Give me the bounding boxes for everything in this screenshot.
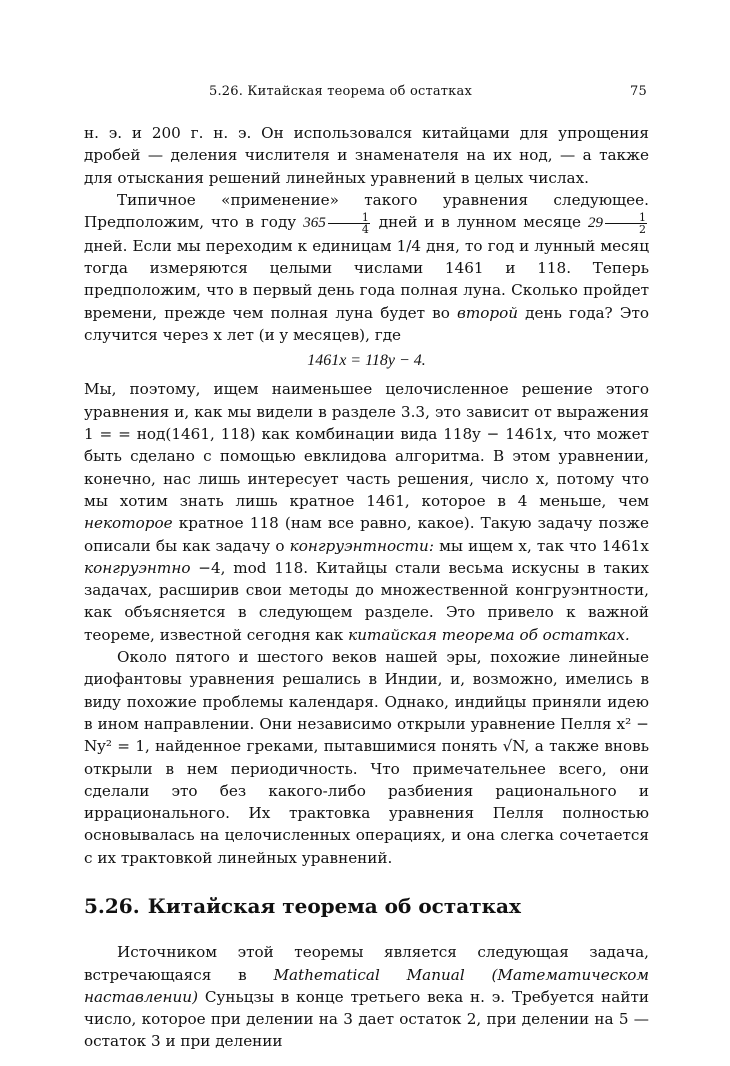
month-fraction-num: 1: [605, 212, 647, 224]
page-number: 75: [630, 84, 647, 99]
p3-text-b: кратное 118 (нам все равно, какое). Такую задачу позже описали бы как задачу о: [84, 514, 649, 555]
p3-emphasis-1: некоторое: [84, 514, 173, 533]
p2-text-c: дней. Если мы переходим к единицам 1/4 дня, то год и лунный месяц тогда измеряются целыми числами 1461 и 118. Теперь предположим, что в первый день года полная луна. Сколько пройдет времени, прежде чем полная луна будет во: [84, 236, 649, 322]
section-paragraph: [84, 941, 649, 1052]
sp-text-b: Суньцзы в конце третьего века н. э. Требуется найти число, которое при делении на 3 дает остаток 2, при делении на 5 — остаток 3 и при делении: [84, 987, 649, 1051]
body-text: [84, 122, 649, 1053]
sp-text-a: Источником этой теоремы является следующая задача, встречающаяся в: [84, 943, 649, 984]
year-whole: 365: [303, 214, 326, 232]
p3-text-d: −4, mod 118. Китайцы стали весьма искусны в таких задачах, расширив свои методы до множественной конгруэнтности, как объясняется в следующем разделе. Это привело к важной теореме, известной сегодня как: [84, 558, 649, 644]
section-title: Китайская теорема об остатках: [147, 894, 521, 918]
paragraph-4: Около пятого и шестого веков нашей эры, похожие линейные диофантовы уравнения решались в Индии, и, возможно, имелись в виду похожие проблемы календаря. Однако, индийцы приняли идею в ином направлении. Они независимо открыли уравнение Пелля x² − Ny² = 1, найденное греками, пытавшимися понять √N, а также вновь открыли в нем периодичность. Что примечательнее всего, они сделали это без какого-либо разбиения рационального и иррационального. Их трактовка уравнения Пелля полностью основывалась на целочисленных операциях, и она слегка сочетается с их трактовкой линейных уравнений.: [84, 648, 649, 867]
month-whole: 29: [587, 214, 603, 232]
p3-emphasis-2: конгруэнтности:: [289, 536, 434, 555]
equation: 1461x = 118y − 4.: [307, 352, 426, 370]
p2-text-b: дней и в лунном месяце: [371, 213, 588, 232]
sp-emphasis: Mathematical Manual (Математическом наставлении): [84, 965, 649, 1006]
year-fraction-den: 4: [361, 222, 369, 236]
month-fraction: [605, 212, 647, 235]
month-fraction-den: 2: [639, 222, 646, 236]
p2-emphasis: второй: [457, 303, 519, 322]
paragraph-2: [84, 189, 649, 346]
year-fraction-num: 1: [328, 212, 370, 224]
section-heading: [84, 895, 649, 917]
p3-text-a: Мы, поэтому, ищем наименьшее целочисленное решение этого уравнения и, как мы видели в разделе 3.3, это зависит от выражения 1 = = нод(1461, 118) как комбинации вида 118y − 1461x, что может быть сделано с помощью евклидова алгоритма. В этом уравнении, конечно, нас лишь интересует часть решения, число x, потому что мы хотим знать лишь кратное 1461, которое в 4 меньше, чем: [84, 380, 649, 510]
paragraph-1: н. э. и 200 г. н. э. Он использовался китайцами для упрощения дробей — деления числителя и знаменателя на их нод, — а также для отыскания решений линейных уравнений в целых числах.: [84, 124, 649, 187]
p3-text-c: мы ищем x, так что 1461x: [433, 536, 649, 555]
running-header-title: 5.26. Китайская теорема об остатках: [209, 84, 472, 99]
year-fraction: [328, 212, 370, 235]
running-header: [84, 84, 649, 104]
paragraph-3: [84, 378, 649, 646]
p3-emphasis-3: конгруэнтно: [84, 558, 191, 577]
p3-emphasis-4: китайская теорема об остатках.: [348, 625, 630, 644]
p2-text-d: день года? Это случится через x лет (и y месяцев), где: [84, 303, 649, 344]
p2-text-a: Типичное «применение» такого уравнения следующее. Предположим, что в году: [84, 190, 649, 232]
section-number: 5.26.: [84, 894, 140, 918]
